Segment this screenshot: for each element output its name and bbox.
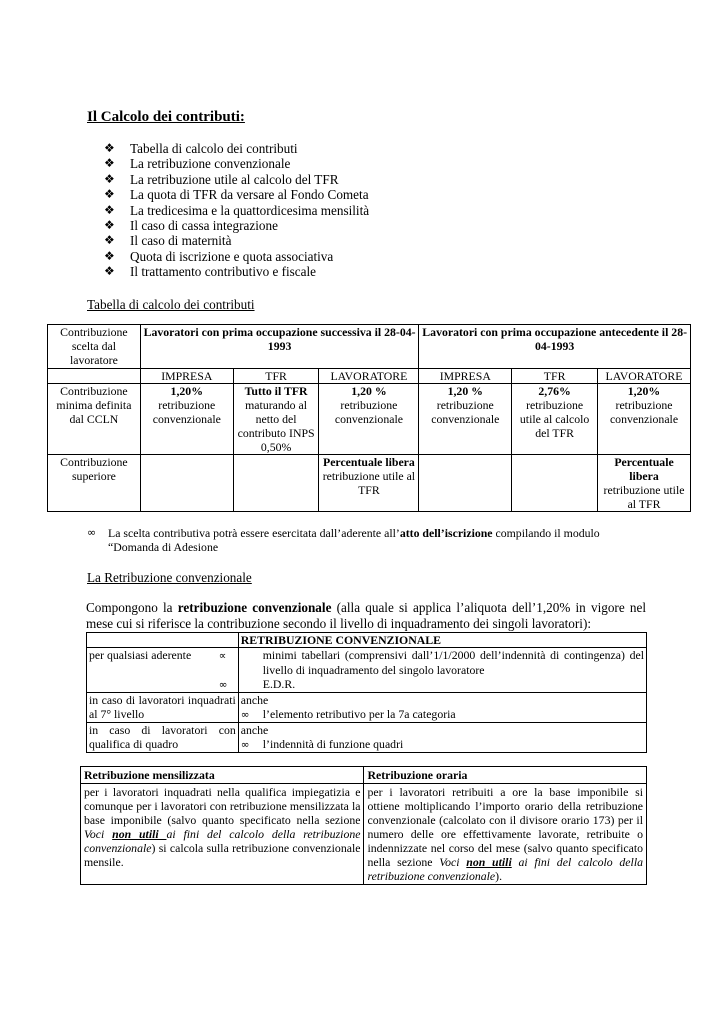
row-label: in caso di lavoratori con qualifica di quadro [87,723,239,753]
diamond-bullet-icon: ❖ [104,141,115,155]
diamond-bullet-icon: ❖ [104,202,115,217]
monthly-description: per i lavoratori inquadrati nella qualifica impiegatizia e comunque per i lavoratori con retribuzione mensilizzata la base imponibile (salvo quanto specificato nella sezione Voci non utili ai fini del calcolo della retribuzione convenzionale) si calcola sulla retribuzione convenzionale mensile. [81,784,364,885]
infinity-bullet-icon: ∞ [87,526,97,539]
section-heading-contributions-table: Tabella di calcolo dei contributi [87,297,255,312]
group-header-pre-1993: Lavoratori con prima occupazione antecedente il 28-04-1993 [419,325,691,369]
diamond-bullet-icon: ❖ [104,171,115,186]
table-cell: 1,20 % retribuzione convenzionale [319,384,419,455]
empty-cell [140,455,233,512]
diamond-bullet-icon: ❖ [104,187,115,202]
row-label-superior: Contribuzione superiore [48,455,141,512]
toc-item[interactable]: ❖ Quota di iscrizione e quota associativa [104,248,334,264]
hourly-description: per i lavoratori retribuiti a ore la base imponibile si ottiene moltiplicando l’importo orario della retribuzione convenzionale (calcolato con il divisore orario 173) per il numero delle ore effettivamente lavorate, retribuite o indennizzate nel corso del mese (salvo quanto specificato nella sezione Voci non utili ai fini del calcolo della retribuzione convenzionale). [364,784,647,885]
column-header: IMPRESA [419,369,512,384]
diamond-bullet-icon: ❖ [104,264,115,279]
toc-item[interactable]: ❖ La retribuzione utile al calcolo del TFR [104,171,339,187]
row-label: per qualsiasi aderente [87,648,239,693]
toc-item[interactable]: ❖ Il caso di cassa integrazione [104,218,278,234]
hourly-header: Retribuzione oraria [364,767,647,784]
diamond-bullet-icon: ❖ [104,233,115,248]
toc-item[interactable]: ❖ Tabella di calcolo dei contributi [104,141,298,156]
diamond-bullet-icon: ❖ [104,156,115,171]
column-header: IMPRESA [140,369,233,384]
bullet-icon: ∝ [218,650,227,662]
infinity-bullet-icon: ∞ [218,679,228,691]
row-label-minimum: Contribuzione minima definita dal CCLN [48,384,141,455]
table-cell: ∝ minimi tabellari (comprensivi dall’1/1/2000 dell’indennità di contingenza) del livello di inquadramento del singolo lavoratore ∞ E.D.R. [238,648,646,693]
column-header: TFR [233,369,319,384]
infinity-bullet-icon: ∞ [240,709,250,721]
column-header: TFR [512,369,598,384]
table-of-contents [104,141,369,280]
monthly-header: Retribuzione mensilizzata [81,767,364,784]
table-cell: 1,20% retribuzione convenzionale [140,384,233,455]
empty-cell [233,455,319,512]
group-header-post-1993: Lavoratori con prima occupazione successiva il 28-04-1993 [140,325,419,369]
table-cell: Percentuale libera retribuzione utile al TFR [319,455,419,512]
empty-cell [87,633,239,648]
conventional-pay-table [86,632,647,753]
empty-cell [419,455,512,512]
infinity-bullet-icon: ∞ [240,739,250,751]
table-cell: anche ∞ l’indennità di funzione quadri [238,723,646,753]
table-cell: 1,20 % retribuzione convenzionale [419,384,512,455]
empty-cell [48,369,141,384]
table-cell: 1,20% retribuzione convenzionale [598,384,691,455]
toc-item[interactable]: ❖ Il caso di maternità [104,233,232,249]
table-cell: Tutto il TFR maturando al netto del contributo INPS 0,50% [233,384,319,455]
column-header: LAVORATORE [598,369,691,384]
page-title: Il Calcolo dei contributi: [87,109,245,125]
table-cell: anche ∞ l’elemento retributivo per la 7a categoria [238,693,646,723]
intro-paragraph: Compongono la retribuzione convenzionale (alla quale si applica l’aliquota dell’1,20% in vigore nel mese cui si riferisce la contribuzione secondo il livello di inquadramento dei singoli lavoratori): [86,600,646,631]
empty-cell [512,455,598,512]
toc-item[interactable]: ❖ Il trattamento contributivo e fiscale [104,264,317,280]
table-cell: Percentuale libera retribuzione utile al TFR [598,455,691,512]
toc-item[interactable]: ❖ La tredicesima e la quattordicesima mensilità [104,202,370,218]
diamond-bullet-icon: ❖ [104,218,115,233]
contributions-table [47,324,691,512]
column-header: LAVORATORE [319,369,419,384]
section-heading-conventional-pay: La Retribuzione convenzionale [87,570,252,585]
toc-item[interactable]: ❖ La retribuzione convenzionale [104,156,291,172]
toc-item[interactable]: ❖ La quota di TFR da versare al Fondo Cometa [104,187,369,203]
monthly-hourly-table [80,766,647,885]
diamond-bullet-icon: ❖ [104,248,115,263]
row-label: in caso di lavoratori inquadrati al 7° livello [87,693,239,723]
table-cell: 2,76% retribuzione utile al calcolo del TFR [512,384,598,455]
table-corner-label: Contribuzione scelta dal lavoratore [48,325,141,369]
conventional-pay-header: RETRIBUZIONE CONVENZIONALE [238,633,646,648]
